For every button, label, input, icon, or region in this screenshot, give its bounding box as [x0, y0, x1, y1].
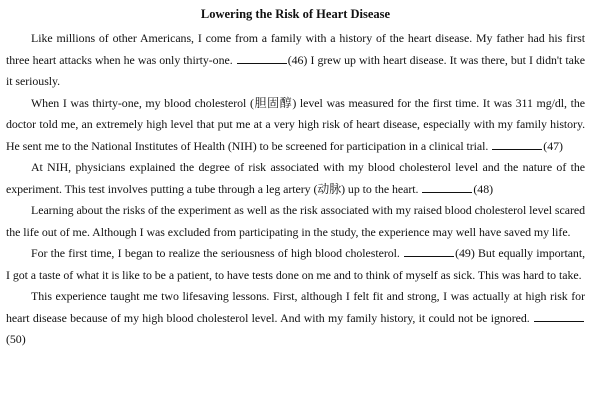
blank-number-50: (50)	[6, 332, 26, 346]
paragraph-5-text-before: For the first time, I began to realize the seriousness of high blood cholesterol.	[31, 246, 400, 260]
blank-number-48: (48)	[473, 181, 494, 196]
paragraph-3	[6, 157, 585, 200]
document-title: Lowering the Risk of Heart Disease	[200, 7, 391, 21]
paragraph-6-text-before: This experience taught me two lifesaving lessons. First, although I felt fit and strong, I was actually at high risk for heart disease because of my high blood cholesterol level. And with my family history, it could not be ignored.	[6, 289, 585, 325]
answer-blank-48[interactable]	[422, 181, 472, 193]
paragraph-1-text-before: Like millions of other Americans, I come from a family with a history of the heart disease. My father had his first three heart attacks when he was only thirty-one.	[6, 31, 585, 67]
answer-blank-49[interactable]	[404, 245, 454, 257]
blank-number-47: (47)	[543, 138, 563, 153]
answer-blank-47[interactable]	[492, 138, 542, 150]
paragraph-5-text-after: But equally important, I got a taste of what it is like to be a patient, to have tests done on me and to think of myself as sick. This was hard to take.	[6, 246, 585, 282]
paragraph-4	[6, 200, 585, 243]
blank-number-49: (49)	[455, 246, 475, 260]
paragraph-2-text-before: When I was thirty-one, my blood cholesterol (胆固醇) level was measured for the first time. It was 311 mg/dl, the doctor told me, an extremely high level that put me at a very high risk of heart disease, especially with my family history. He sent me to the National Institutes of Health (NIH) to be screened for participation in a clinical trial.	[6, 95, 585, 153]
blank-number-46: (46)	[287, 52, 308, 67]
paragraph-5	[6, 243, 585, 286]
paragraph-6	[6, 286, 585, 351]
paragraph-3-text-before: At NIH, physicians explained the degree of risk associated with my blood cholesterol level and the nature of the experiment. This test involves putting a tube through a leg artery (动脉) up to the heart.	[6, 160, 585, 196]
paragraph-4-text: Learning about the risks of the experiment as well as the risk associated with my raised blood cholesterol level scared the life out of me. Although I was excluded from participating in the study, the experience may well have saved my life.	[6, 203, 585, 239]
paragraph-2	[6, 93, 585, 158]
paragraph-1	[6, 28, 585, 93]
answer-blank-50[interactable]	[534, 310, 584, 322]
paragraph-1-text-after: I grew up with heart disease. It was there, but I didn't take it seriously.	[6, 52, 585, 88]
answer-blank-46[interactable]	[237, 52, 287, 64]
